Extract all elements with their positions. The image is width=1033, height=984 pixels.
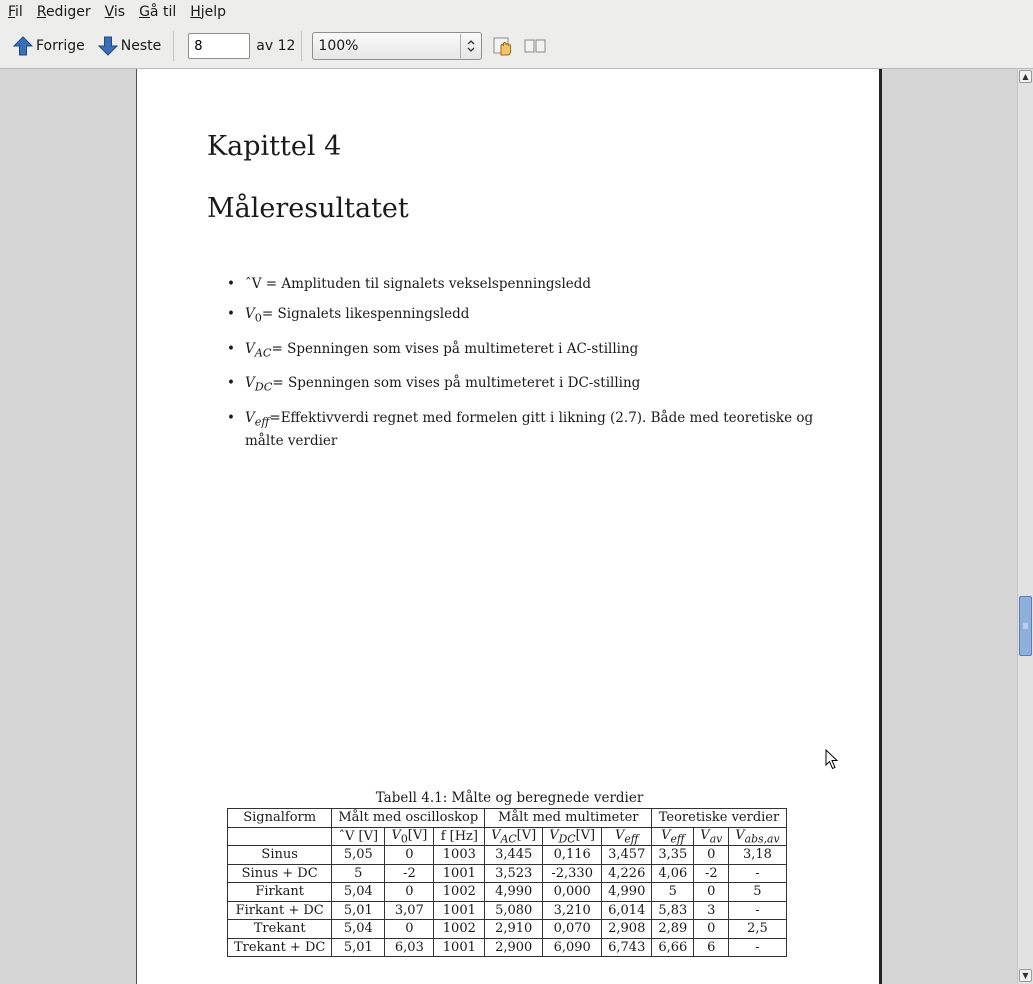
vertical-scrollbar[interactable]	[1017, 69, 1033, 984]
menu-vis[interactable]: Vis	[104, 4, 126, 20]
table-cell: 1001	[434, 901, 485, 920]
table-row	[228, 864, 787, 883]
next-page-label: Neste	[120, 38, 162, 54]
table-cell: 5,83	[652, 901, 694, 920]
updown-chevron-icon	[466, 38, 476, 54]
list-item: • $V_{DC}=$ Spenningen som vises på multimeteret i DC-stilling	[225, 374, 815, 397]
table-cell: 4,990	[485, 883, 543, 902]
table-cell: 4,06	[652, 864, 694, 883]
table-body	[228, 846, 787, 957]
row-label-cell: Sinus	[228, 846, 332, 865]
menu-fil[interactable]: Fil	[8, 4, 23, 20]
table-cell: 1001	[434, 864, 485, 883]
document-viewer[interactable]	[0, 69, 1017, 984]
table-row	[228, 846, 787, 865]
list-item: • $V_{AC}=$ Spenningen som vises på multimeteret i AC-stilling	[225, 340, 815, 363]
definition-list	[225, 275, 815, 462]
table-cell: 6,090	[543, 938, 602, 957]
list-item: • ˆV = Amplituden til signalets vekselspenningsledd	[225, 275, 815, 293]
header-cell: Teoretiske verdier	[652, 809, 786, 828]
pan-hand-tool-button[interactable]	[492, 35, 514, 57]
table-cell: 5,01	[332, 938, 385, 957]
previous-page-label: Forrige	[36, 38, 85, 54]
table-cell: 0	[385, 883, 434, 902]
table-cell: 0,070	[543, 920, 602, 939]
table-cell: 3,523	[485, 864, 543, 883]
table-cell: 4,990	[602, 883, 652, 902]
zoom-value: 100%	[318, 38, 359, 54]
table-cell: 5,080	[485, 901, 543, 920]
results-table	[227, 808, 787, 957]
table-row	[228, 920, 787, 939]
table-cell: 2,89	[652, 920, 694, 939]
header-cell: $V_{AC}[V]$	[485, 827, 543, 846]
table-subheader-row	[228, 827, 787, 846]
table-cell: 0,000	[543, 883, 602, 902]
scroll-up-arrow[interactable]: ▲	[1019, 70, 1032, 83]
header-cell: ˆV [V]	[332, 827, 385, 846]
list-item: • $V_0=$ Signalets likespenningsledd	[225, 305, 815, 328]
zoom-select[interactable]	[312, 32, 482, 60]
table-row	[228, 883, 787, 902]
toolbar-separator	[301, 31, 302, 61]
menu-hjelp[interactable]: Hjelp	[190, 4, 227, 20]
row-label-cell: Firkant	[228, 883, 332, 902]
table-cell: 5,04	[332, 883, 385, 902]
table-cell: 0	[385, 920, 434, 939]
table-cell: 4,226	[602, 864, 652, 883]
table-cell: 3,07	[385, 901, 434, 920]
table-cell: 0	[694, 846, 729, 865]
header-cell: $V_{DC}[V]$	[543, 827, 602, 846]
table-cell: 1003	[434, 846, 485, 865]
table-cell: 1001	[434, 938, 485, 957]
row-label-cell: Trekant	[228, 920, 332, 939]
header-cell: Målt med multimeter	[485, 809, 652, 828]
mouse-pointer-icon	[825, 749, 839, 770]
table-cell: -2	[694, 864, 729, 883]
toolbar-separator	[173, 31, 174, 61]
chapter-heading: Kapittel 4	[207, 131, 342, 162]
table-cell: 3,210	[543, 901, 602, 920]
table-cell: 6,66	[652, 938, 694, 957]
row-label-cell: Sinus + DC	[228, 864, 332, 883]
header-cell: $V_{eff}$	[602, 827, 652, 846]
table-caption: Tabell 4.1: Målte og beregnede verdier	[375, 790, 644, 806]
table-cell: 5	[652, 883, 694, 902]
table-row	[228, 938, 787, 957]
table-cell: 2,900	[485, 938, 543, 957]
toolbar	[0, 24, 1033, 69]
table-cell: 3,35	[652, 846, 694, 865]
header-cell: $V_{eff}$	[652, 827, 694, 846]
scroll-down-arrow[interactable]: ▼	[1019, 969, 1032, 982]
header-cell: Signalform	[228, 809, 332, 828]
table-cell: 5	[332, 864, 385, 883]
two-pages-icon	[524, 37, 546, 55]
header-cell: $V_{abs,av}$	[729, 827, 786, 846]
zoom-spinner-arrows[interactable]	[460, 34, 481, 58]
table-cell: -2	[385, 864, 434, 883]
table-cell: 2,910	[485, 920, 543, 939]
menu-rediger[interactable]: Rediger	[36, 4, 91, 20]
table-cell: 6,743	[602, 938, 652, 957]
table-cell: 0	[694, 920, 729, 939]
section-heading: Måleresultatet	[207, 193, 409, 224]
table-cell: -	[729, 938, 786, 957]
menu-ga-til[interactable]: Gå til	[139, 4, 177, 20]
header-cell: f [Hz]	[434, 827, 485, 846]
header-cell: Målt med oscilloskop	[332, 809, 485, 828]
table-cell: 5,05	[332, 846, 385, 865]
next-page-button[interactable]	[91, 30, 167, 62]
row-label-cell: Firkant + DC	[228, 901, 332, 920]
row-label-cell: Trekant + DC	[228, 938, 332, 957]
table-cell: 2,908	[602, 920, 652, 939]
previous-page-button[interactable]	[6, 30, 91, 62]
table-cell: -	[729, 864, 786, 883]
table-cell: -	[729, 901, 786, 920]
header-cell: $V_{av}$	[694, 827, 729, 846]
table-cell: 1002	[434, 883, 485, 902]
table-cell: 1002	[434, 920, 485, 939]
list-item: • $V_{eff}=Effektivverdi$ regnet med formelen gitt i likning (2.7). Både med teoretiske og målte verdier	[225, 409, 815, 450]
table-cell: 6,03	[385, 938, 434, 957]
table-header-row	[228, 809, 787, 828]
table-cell: 0	[694, 883, 729, 902]
scrollbar-thumb[interactable]	[1019, 596, 1032, 656]
header-cell: $V_0[V]$	[385, 827, 434, 846]
table-cell: 0	[385, 846, 434, 865]
table-cell: 5,04	[332, 920, 385, 939]
table-cell: 6	[694, 938, 729, 957]
pdf-page	[136, 69, 882, 984]
table-cell: 5,01	[332, 901, 385, 920]
menu-bar	[0, 0, 1033, 24]
table-cell: 5	[729, 883, 786, 902]
table-cell: 3,18	[729, 846, 786, 865]
page-number-input[interactable]	[188, 33, 250, 59]
header-cell	[228, 827, 332, 846]
table-cell: 6,014	[602, 901, 652, 920]
dual-page-toggle-button[interactable]	[524, 35, 546, 57]
table-row	[228, 901, 787, 920]
hand-icon	[492, 35, 514, 57]
arrow-down-icon	[97, 35, 119, 57]
table-cell: 0,116	[543, 846, 602, 865]
table-cell: 3,445	[485, 846, 543, 865]
table-cell: -2,330	[543, 864, 602, 883]
page-count-label: av 12	[256, 38, 296, 54]
grip-icon	[1022, 622, 1029, 630]
table-cell: 3	[694, 901, 729, 920]
table-cell: 2,5	[729, 920, 786, 939]
table-cell: 3,457	[602, 846, 652, 865]
arrow-up-icon	[12, 35, 34, 57]
